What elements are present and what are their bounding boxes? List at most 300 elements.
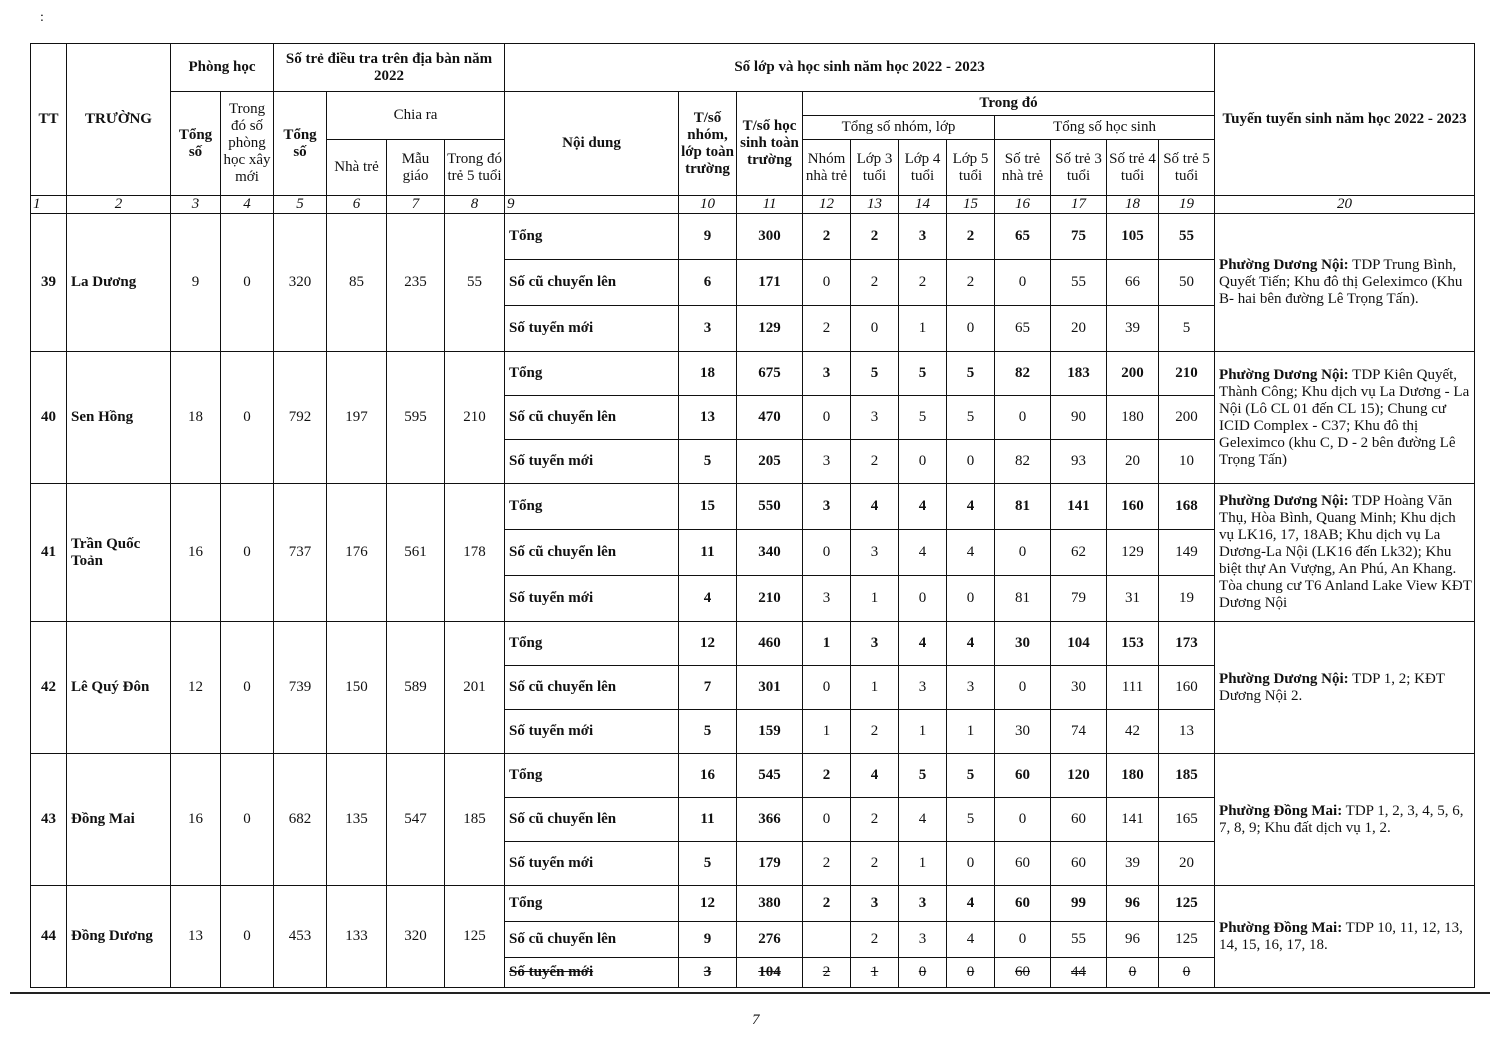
value-cell: 200: [1159, 396, 1215, 440]
rooms-new: 0: [221, 484, 274, 622]
children-age5: 125: [445, 886, 505, 988]
value-cell: 0: [803, 530, 851, 576]
value-cell: 104: [1051, 622, 1107, 666]
value-cell: 4: [899, 798, 947, 842]
value-cell: 65: [995, 214, 1051, 260]
value-cell: 62: [1051, 530, 1107, 576]
value-cell: 3: [947, 666, 995, 710]
children-total: 453: [274, 886, 327, 988]
value-cell: 2: [851, 214, 899, 260]
header-mau-giao: Mẫu giáo: [387, 140, 445, 196]
children-total: 682: [274, 754, 327, 886]
value-cell: 0: [947, 576, 995, 622]
value-cell: 5: [851, 352, 899, 396]
value-cell: 4: [947, 530, 995, 576]
row-content-label: Tổng: [505, 622, 679, 666]
table-body: [31, 214, 1475, 988]
children-nursery: 150: [327, 622, 387, 754]
table-row: [31, 886, 1475, 922]
value-cell: 4: [899, 530, 947, 576]
value-cell: 3: [803, 484, 851, 530]
table-row: [31, 214, 1475, 260]
header-lop-5-tuoi: Lớp 5 tuổi: [947, 140, 995, 196]
value-cell: 0: [947, 440, 995, 484]
area-description: TDP 1, 2; KĐT Dương Nội 2.: [1219, 670, 1445, 704]
value-cell: 1: [851, 576, 899, 622]
value-cell: 165: [1159, 798, 1215, 842]
header-so-tre-3-tuoi: Số trẻ 3 tuổi: [1051, 140, 1107, 196]
value-cell: 0: [803, 396, 851, 440]
rooms-new: 0: [221, 214, 274, 352]
value-cell: 129: [1107, 530, 1159, 576]
value-cell: 1: [803, 622, 851, 666]
value-cell: 153: [1107, 622, 1159, 666]
value-cell: 4: [947, 622, 995, 666]
value-cell: 0: [995, 922, 1051, 958]
value-cell: 0: [803, 666, 851, 710]
area-description: TDP 1, 2, 3, 4, 5, 6, 7, 8, 9; Khu đất dịch vụ 1, 2.: [1219, 802, 1464, 836]
column-number: 6: [327, 196, 387, 214]
value-cell: 2: [803, 754, 851, 798]
rooms-total: 18: [171, 352, 221, 484]
value-cell: 66: [1107, 260, 1159, 306]
value-cell: 0: [899, 958, 947, 988]
value-cell: 1: [803, 710, 851, 754]
value-cell: 82: [995, 352, 1051, 396]
value-cell: 0: [995, 798, 1051, 842]
value-cell: 39: [1107, 842, 1159, 886]
value-cell: 4: [947, 886, 995, 922]
value-cell: 30: [995, 622, 1051, 666]
header-ts-nhom-lop: T/số nhóm, lớp toàn trường: [679, 92, 737, 196]
school-name: Trần Quốc Toản: [67, 484, 171, 622]
value-cell: 545: [737, 754, 803, 798]
value-cell: 74: [1051, 710, 1107, 754]
row-content-label: Số cũ chuyển lên: [505, 798, 679, 842]
value-cell: 340: [737, 530, 803, 576]
column-number: 19: [1159, 196, 1215, 214]
children-total: 792: [274, 352, 327, 484]
value-cell: 6: [679, 260, 737, 306]
area-description: TDP 10, 11, 12, 13, 14, 15, 16, 17, 18.: [1219, 919, 1463, 953]
value-cell: 2: [803, 958, 851, 988]
value-cell: 13: [679, 396, 737, 440]
children-age5: 210: [445, 352, 505, 484]
row-content-label: Số cũ chuyển lên: [505, 260, 679, 306]
children-nursery: 197: [327, 352, 387, 484]
school-name: Đồng Mai: [67, 754, 171, 886]
column-number: 16: [995, 196, 1051, 214]
value-cell: 4: [851, 484, 899, 530]
area-description: TDP Hoàng Văn Thụ, Hòa Bình, Quang Minh; Khu dịch vụ LK16, 17, 18AB; Khu dịch vụ La Dương-La Nội (LK16 đến Lk32); Khu biệt thự An Vượng, An Phú, An Khang. Tòa chung cư T6 Anland Lake View KĐT Dương Nội: [1219, 493, 1472, 611]
school-name: Đồng Dương: [67, 886, 171, 988]
value-cell: 2: [803, 842, 851, 886]
header-truong: TRƯỜNG: [67, 44, 171, 196]
value-cell: 11: [679, 798, 737, 842]
table-row: [31, 754, 1475, 798]
value-cell: 3: [679, 306, 737, 352]
column-number: 20: [1215, 196, 1475, 214]
area-ward: Phường Đồng Mai:: [1219, 919, 1343, 936]
value-cell: 44: [1051, 958, 1107, 988]
value-cell: 81: [995, 484, 1051, 530]
value-cell: 460: [737, 622, 803, 666]
row-content-label: Số tuyển mới: [505, 710, 679, 754]
header-trong-do: Trong đó: [803, 92, 1215, 116]
value-cell: 30: [995, 710, 1051, 754]
children-nursery: 133: [327, 886, 387, 988]
table-row: [31, 484, 1475, 530]
value-cell: 1: [899, 306, 947, 352]
header-tuyen-sinh: Tuyến tuyển sinh năm học 2022 - 2023: [1215, 44, 1475, 196]
value-cell: 5: [899, 754, 947, 798]
value-cell: 55: [1159, 214, 1215, 260]
area-description: TDP Trung Bình, Quyết Tiến; Khu đô thị Geleximco (Khu B- hai bên đường Lê Trọng Tấn).: [1219, 257, 1463, 307]
value-cell: 179: [737, 842, 803, 886]
value-cell: 4: [851, 754, 899, 798]
value-cell: 12: [679, 622, 737, 666]
value-cell: 4: [899, 484, 947, 530]
value-cell: 60: [1051, 842, 1107, 886]
column-number: 12: [803, 196, 851, 214]
value-cell: 10: [1159, 440, 1215, 484]
value-cell: 2: [851, 710, 899, 754]
value-cell: 9: [679, 922, 737, 958]
children-total: 737: [274, 484, 327, 622]
value-cell: 0: [947, 958, 995, 988]
value-cell: 30: [1051, 666, 1107, 710]
children-kindergarten: 561: [387, 484, 445, 622]
children-kindergarten: 589: [387, 622, 445, 754]
column-number: 3: [171, 196, 221, 214]
header-so-tre-dieu-tra: Số trẻ điều tra trên địa bàn năm 2022: [274, 44, 505, 92]
value-cell: 3: [803, 576, 851, 622]
value-cell: 300: [737, 214, 803, 260]
area-ward: Phường Dương Nội:: [1219, 493, 1349, 509]
value-cell: 3: [899, 922, 947, 958]
value-cell: 5: [899, 396, 947, 440]
rooms-total: 9: [171, 214, 221, 352]
value-cell: 0: [995, 530, 1051, 576]
value-cell: 16: [679, 754, 737, 798]
header-lop-4-tuoi: Lớp 4 tuổi: [899, 140, 947, 196]
value-cell: 3: [899, 666, 947, 710]
area-ward: Phường Dương Nội:: [1219, 670, 1349, 687]
value-cell: 5: [947, 798, 995, 842]
column-number: 17: [1051, 196, 1107, 214]
header-phong-hoc: Phòng học: [171, 44, 274, 92]
area-ward: Phường Đồng Mai:: [1219, 802, 1343, 819]
column-number-row: [31, 196, 1475, 214]
rooms-total: 12: [171, 622, 221, 754]
value-cell: 96: [1107, 922, 1159, 958]
row-content-label: Tổng: [505, 886, 679, 922]
school-number: 42: [31, 622, 67, 754]
header-phong-xay-moi: Trong đó số phòng học xây mới: [221, 92, 274, 196]
table-row: [31, 352, 1475, 396]
value-cell: 55: [1051, 922, 1107, 958]
value-cell: 3: [851, 530, 899, 576]
header-so-tre-5-tuoi: Số trẻ 5 tuổi: [1159, 140, 1215, 196]
row-content-label: Tổng: [505, 484, 679, 530]
school-number: 43: [31, 754, 67, 886]
value-cell: 60: [995, 754, 1051, 798]
school-number: 44: [31, 886, 67, 988]
value-cell: 0: [995, 396, 1051, 440]
header-nhom-nha-tre: Nhóm nhà trẻ: [803, 140, 851, 196]
enrollment-area: [1215, 622, 1475, 754]
value-cell: 31: [1107, 576, 1159, 622]
table-row: [31, 622, 1475, 666]
row-content-label: Số tuyển mới: [505, 958, 679, 988]
column-number: 13: [851, 196, 899, 214]
value-cell: 60: [995, 958, 1051, 988]
value-cell: 160: [1107, 484, 1159, 530]
value-cell: 2: [803, 886, 851, 922]
value-cell: 3: [803, 352, 851, 396]
value-cell: 200: [1107, 352, 1159, 396]
value-cell: 276: [737, 922, 803, 958]
value-cell: 3: [679, 958, 737, 988]
column-number: 18: [1107, 196, 1159, 214]
value-cell: 2: [947, 260, 995, 306]
value-cell: 90: [1051, 396, 1107, 440]
value-cell: 180: [1107, 754, 1159, 798]
value-cell: 0: [851, 306, 899, 352]
value-cell: 4: [899, 622, 947, 666]
header-lop-3-tuoi: Lớp 3 tuổi: [851, 140, 899, 196]
value-cell: 12: [679, 886, 737, 922]
row-content-label: Số tuyển mới: [505, 842, 679, 886]
column-number: 14: [899, 196, 947, 214]
header-tt: TT: [31, 44, 67, 196]
column-number: 5: [274, 196, 327, 214]
children-kindergarten: 547: [387, 754, 445, 886]
value-cell: 5: [947, 754, 995, 798]
value-cell: 60: [995, 886, 1051, 922]
value-cell: 65: [995, 306, 1051, 352]
row-content-label: Số cũ chuyển lên: [505, 530, 679, 576]
column-number: 9: [505, 196, 679, 214]
value-cell: 0: [995, 260, 1051, 306]
row-content-label: Số tuyển mới: [505, 306, 679, 352]
value-cell: 20: [1159, 842, 1215, 886]
value-cell: 171: [737, 260, 803, 306]
column-number: 7: [387, 196, 445, 214]
enrollment-area: [1215, 352, 1475, 484]
value-cell: 2: [851, 440, 899, 484]
value-cell: 75: [1051, 214, 1107, 260]
value-cell: 0: [995, 666, 1051, 710]
value-cell: 3: [851, 886, 899, 922]
children-kindergarten: 235: [387, 214, 445, 352]
value-cell: 3: [851, 622, 899, 666]
corner-marks: :: [40, 10, 46, 25]
value-cell: 1: [899, 842, 947, 886]
value-cell: 0: [947, 306, 995, 352]
value-cell: 2: [803, 306, 851, 352]
column-number: 11: [737, 196, 803, 214]
value-cell: 2: [899, 260, 947, 306]
header-tre-5-tuoi: Trong đó trẻ 5 tuổi: [445, 140, 505, 196]
school-number: 39: [31, 214, 67, 352]
value-cell: 141: [1107, 798, 1159, 842]
value-cell: 120: [1051, 754, 1107, 798]
value-cell: 470: [737, 396, 803, 440]
value-cell: 183: [1051, 352, 1107, 396]
value-cell: 205: [737, 440, 803, 484]
value-cell: 0: [899, 576, 947, 622]
value-cell: 4: [947, 484, 995, 530]
header-ts-hoc-sinh: T/số học sinh toàn trường: [737, 92, 803, 196]
value-cell: 55: [1051, 260, 1107, 306]
children-age5: 201: [445, 622, 505, 754]
header-so-tre-nha-tre: Số trẻ nhà trẻ: [995, 140, 1051, 196]
row-content-label: Số cũ chuyển lên: [505, 396, 679, 440]
rooms-new: 0: [221, 886, 274, 988]
value-cell: 366: [737, 798, 803, 842]
value-cell: 301: [737, 666, 803, 710]
value-cell: 125: [1159, 922, 1215, 958]
value-cell: 210: [1159, 352, 1215, 396]
value-cell: 2: [947, 214, 995, 260]
value-cell: 5: [679, 440, 737, 484]
rooms-new: 0: [221, 622, 274, 754]
value-cell: 160: [1159, 666, 1215, 710]
value-cell: 0: [803, 260, 851, 306]
value-cell: 180: [1107, 396, 1159, 440]
value-cell: 79: [1051, 576, 1107, 622]
row-content-label: Tổng: [505, 754, 679, 798]
value-cell: 60: [1051, 798, 1107, 842]
value-cell: 2: [803, 214, 851, 260]
column-number: 4: [221, 196, 274, 214]
value-cell: 42: [1107, 710, 1159, 754]
children-nursery: 85: [327, 214, 387, 352]
value-cell: 380: [737, 886, 803, 922]
value-cell: 7: [679, 666, 737, 710]
value-cell: 0: [1107, 958, 1159, 988]
value-cell: 2: [851, 798, 899, 842]
column-number: 2: [67, 196, 171, 214]
value-cell: 1: [899, 710, 947, 754]
value-cell: 4: [947, 922, 995, 958]
children-total: 739: [274, 622, 327, 754]
value-cell: 20: [1051, 306, 1107, 352]
value-cell: 210: [737, 576, 803, 622]
value-cell: 129: [737, 306, 803, 352]
value-cell: 96: [1107, 886, 1159, 922]
rooms-total: 13: [171, 886, 221, 988]
value-cell: 20: [1107, 440, 1159, 484]
value-cell: 4: [679, 576, 737, 622]
value-cell: 5: [947, 352, 995, 396]
value-cell: 3: [851, 396, 899, 440]
row-content-label: Tổng: [505, 214, 679, 260]
row-content-label: Số tuyển mới: [505, 576, 679, 622]
value-cell: [803, 922, 851, 958]
column-number: 15: [947, 196, 995, 214]
row-content-label: Số cũ chuyển lên: [505, 922, 679, 958]
value-cell: 104: [737, 958, 803, 988]
value-cell: 39: [1107, 306, 1159, 352]
value-cell: 0: [803, 798, 851, 842]
value-cell: 5: [1159, 306, 1215, 352]
value-cell: 105: [1107, 214, 1159, 260]
value-cell: 550: [737, 484, 803, 530]
value-cell: 5: [947, 396, 995, 440]
children-nursery: 135: [327, 754, 387, 886]
value-cell: 1: [851, 666, 899, 710]
value-cell: 2: [851, 842, 899, 886]
enrollment-area: [1215, 484, 1475, 622]
value-cell: 15: [679, 484, 737, 530]
value-cell: 5: [679, 842, 737, 886]
enrollment-area: [1215, 214, 1475, 352]
value-cell: 60: [995, 842, 1051, 886]
area-ward: Phường Dương Nội:: [1219, 257, 1349, 273]
value-cell: 9: [679, 214, 737, 260]
value-cell: 0: [899, 440, 947, 484]
enrollment-table: [30, 43, 1475, 988]
children-kindergarten: 320: [387, 886, 445, 988]
page-number: 7: [752, 1012, 760, 1028]
rooms-total: 16: [171, 754, 221, 886]
value-cell: 185: [1159, 754, 1215, 798]
value-cell: 18: [679, 352, 737, 396]
value-cell: 3: [803, 440, 851, 484]
children-kindergarten: 595: [387, 352, 445, 484]
header-tong-so-phong: Tổng số: [171, 92, 221, 196]
school-number: 40: [31, 352, 67, 484]
value-cell: 3: [899, 886, 947, 922]
header-nha-tre: Nhà trẻ: [327, 140, 387, 196]
school-name: Lê Quý Đôn: [67, 622, 171, 754]
value-cell: 50: [1159, 260, 1215, 306]
header-so-lop-hoc-sinh: Số lớp và học sinh năm học 2022 - 2023: [505, 44, 1215, 92]
rooms-new: 0: [221, 754, 274, 886]
column-number: 8: [445, 196, 505, 214]
header-tong-so-tre: Tổng số: [274, 92, 327, 196]
row-content-label: Tổng: [505, 352, 679, 396]
value-cell: 13: [1159, 710, 1215, 754]
value-cell: 675: [737, 352, 803, 396]
area-description: TDP Kiên Quyết, Thành Công; Khu dịch vụ La Dương - La Nội (Lô CL 01 đến CL 15); Chung cư ICID Complex - C37; Khu đô thị Geleximco (khu C, D - 2 bên đường Lê Trọng Tấn): [1219, 366, 1470, 468]
rooms-new: 0: [221, 352, 274, 484]
value-cell: 1: [947, 710, 995, 754]
children-total: 320: [274, 214, 327, 352]
value-cell: 111: [1107, 666, 1159, 710]
value-cell: 2: [851, 922, 899, 958]
school-name: Sen Hồng: [67, 352, 171, 484]
value-cell: 0: [947, 842, 995, 886]
value-cell: 82: [995, 440, 1051, 484]
children-age5: 55: [445, 214, 505, 352]
row-content-label: Số tuyển mới: [505, 440, 679, 484]
enrollment-area: [1215, 886, 1475, 988]
value-cell: 5: [899, 352, 947, 396]
value-cell: 93: [1051, 440, 1107, 484]
column-number: 1: [31, 196, 67, 214]
rooms-total: 16: [171, 484, 221, 622]
value-cell: 173: [1159, 622, 1215, 666]
value-cell: 125: [1159, 886, 1215, 922]
school-name: La Dương: [67, 214, 171, 352]
row-content-label: Số cũ chuyển lên: [505, 666, 679, 710]
value-cell: 5: [679, 710, 737, 754]
children-nursery: 176: [327, 484, 387, 622]
value-cell: 168: [1159, 484, 1215, 530]
